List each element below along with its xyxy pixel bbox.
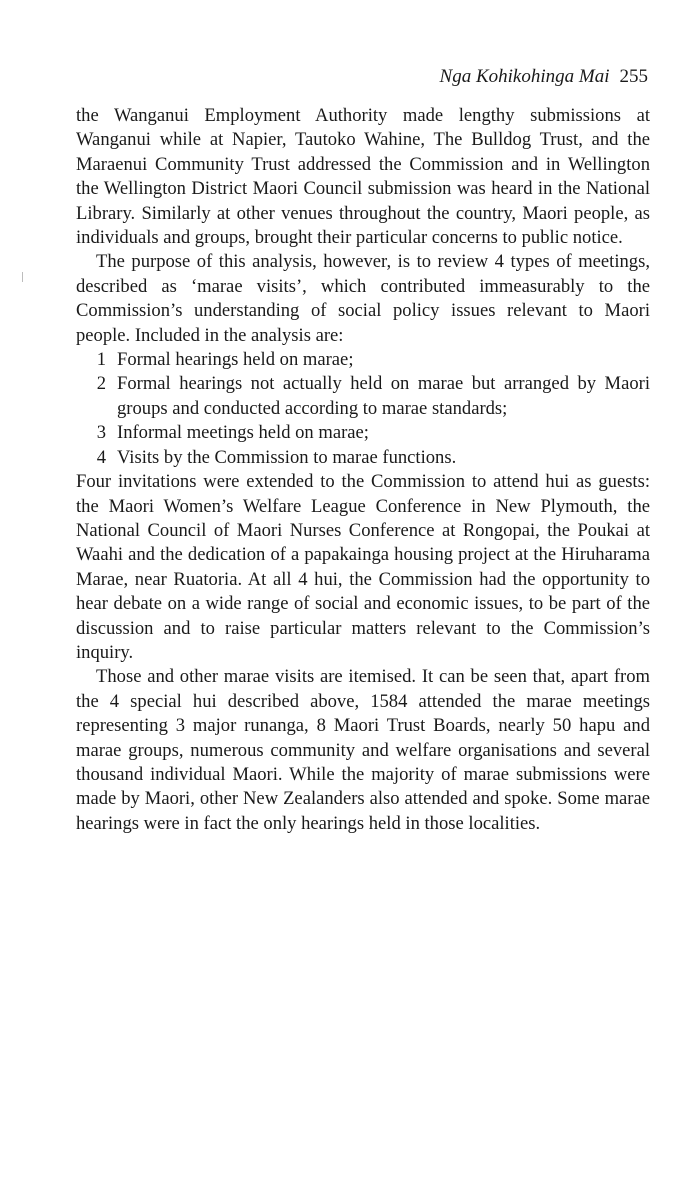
paragraph-analysis-purpose: The purpose of this analysis, however, is to review 4 types of meetings, described as ‘marae visits’, which contributed immeasurably to the Commission’s understanding of social policy issues relevant to Maori people. Included in the analysis are: xyxy=(76,251,650,346)
list-item-number: 2 xyxy=(96,373,106,395)
paragraph-submissions: the Wanganui Employment Authority made lengthy submissions at Wanganui while at Napier, Tautoko Wahine, The Bulldog Trust, and the Maraenui Community Trust addressed the Commission and in Wellington the Wellington District Maori Council submission was heard in the National Library. Similarly at other venues throughout the country, Maori people, as individuals and groups, brought their particular concerns to public notice. xyxy=(76,105,650,249)
list-item-text: Informal meetings held on marae; xyxy=(117,422,369,444)
meeting-types-list xyxy=(76,348,650,470)
list-item xyxy=(76,421,650,445)
page-number: 255 xyxy=(619,66,648,87)
margin-mark xyxy=(22,272,23,282)
running-head-title: Nga Kohikohinga Mai xyxy=(439,66,610,87)
list-item xyxy=(76,372,650,421)
list-item-number: 3 xyxy=(96,422,106,444)
paragraph-hui-invitations: Four invitations were extended to the Commission to attend hui as guests: the Maori Women’s Welfare League Conference in New Plymouth, the National Council of Maori Nurses Conference at Rongopai, the Poukai at Waahi and the dedication of a papakainga housing project at the Hiruharama Marae, near Ruatoria. At all 4 hui, the Commission had the opportunity to hear debate on a wide range of social and economic issues, to be part of the discussion and to raise particular matters relevant to the Commission’s inquiry. xyxy=(76,471,650,663)
body-text xyxy=(76,104,650,836)
paragraph-marae-visits-itemised: Those and other marae visits are itemised. It can be seen that, apart from the 4 special hui described above, 1584 attended the marae meetings representing 3 major runanga, 8 Maori Trust Boards, nearly 50 hapu and marae groups, numerous community and welfare organisations and several thousand individual Maori. While the majority of marae submissions were made by Maori, other New Zealanders also attended and spoke. Some marae hearings were in fact the only hearings held in those localities. xyxy=(76,666,650,834)
list-item-number: 4 xyxy=(96,446,106,468)
list-item xyxy=(76,348,650,372)
running-head xyxy=(440,64,648,90)
list-item-text: Formal hearings not actually held on marae but arranged by Maori groups and conducted according to marae standards; xyxy=(117,373,650,419)
list-item-text: Visits by the Commission to marae functions. xyxy=(117,446,457,468)
list-item-text: Formal hearings held on marae; xyxy=(117,349,354,371)
list-item xyxy=(76,446,650,470)
list-item-number: 1 xyxy=(96,349,106,371)
